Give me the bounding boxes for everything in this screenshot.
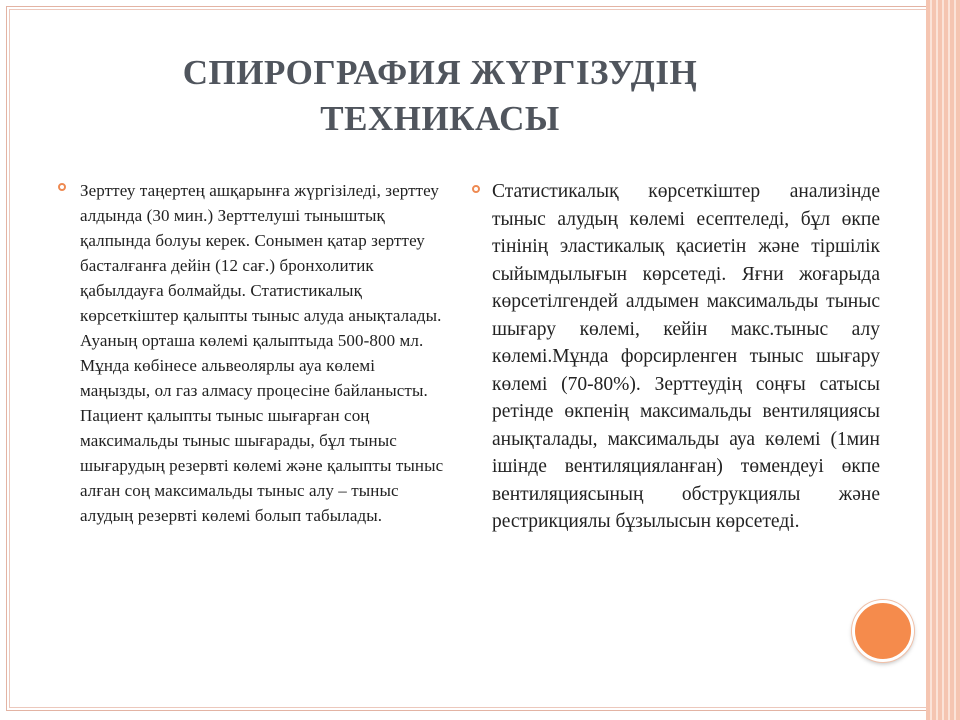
list-item: [58, 178, 446, 528]
right-paragraph: Статистикалық көрсеткіштер анализінде тыныс алудың көлемі есептеледі, бұл өкпе тінінің эластикалық қасиетін және тіршілік сыйымдылығын көрсетеді. Яғни жоғарыда көрсетілгендей алдымен максимальды тыныс шығару көлемі, кейін макс.тыныс алу көлемі.Мұнда форсирленген тыныс шығару көлемі (70-80%). Зерттеудің соңғы сатысы ретінде өкпенің максимальды вентиляциясы анықталады, максимальды ауа көлемі (1мин ішінде вентиляцияланған) төмендеуі өкпе вентиляциясының обструкциялы және рестрикциялы бұзылысын көрсетеді.: [492, 181, 880, 532]
list-item: [470, 178, 880, 536]
left-paragraph: Зерттеу таңертең ашқарынға жүргізіледі, зерттеу алдында (30 мин.) Зерттелуші тыныштық қалпында болуы керек. Сонымен қатар зерттеу басталғанға дейін (12 сағ.) бронхолитик қабылдауға болмайды. Статистикалық көрсеткіштер қалыпты тыныс алуда анықталады. Ауаның орташа көлемі қалыптыда 500-800 мл. Мұнда көбінесе альвеолярлы ауа көлемі маңызды, ол газ алмасу процесіне байланысты. Пациент қалыпты тыныс шығарған соң максимальды тыныс шығарады, бұл тыныс шығарудың резервті көлемі және қалыпты тыныс алған соң максимальды тыныс алу – тыныс алудың резервті көлемі болып табылады.: [80, 181, 444, 525]
right-bullet-list: [470, 178, 880, 536]
decorative-stripes: [926, 0, 960, 720]
orange-circle-decoration: [852, 600, 914, 662]
left-bullet-list: [58, 178, 446, 528]
circle-bullet-icon: [472, 185, 480, 193]
circle-bullet-icon: [58, 183, 66, 191]
slide-title: СПИРОГРАФИЯ ЖҮРГІЗУДІҢ ТЕХНИКАСЫ: [182, 53, 698, 138]
